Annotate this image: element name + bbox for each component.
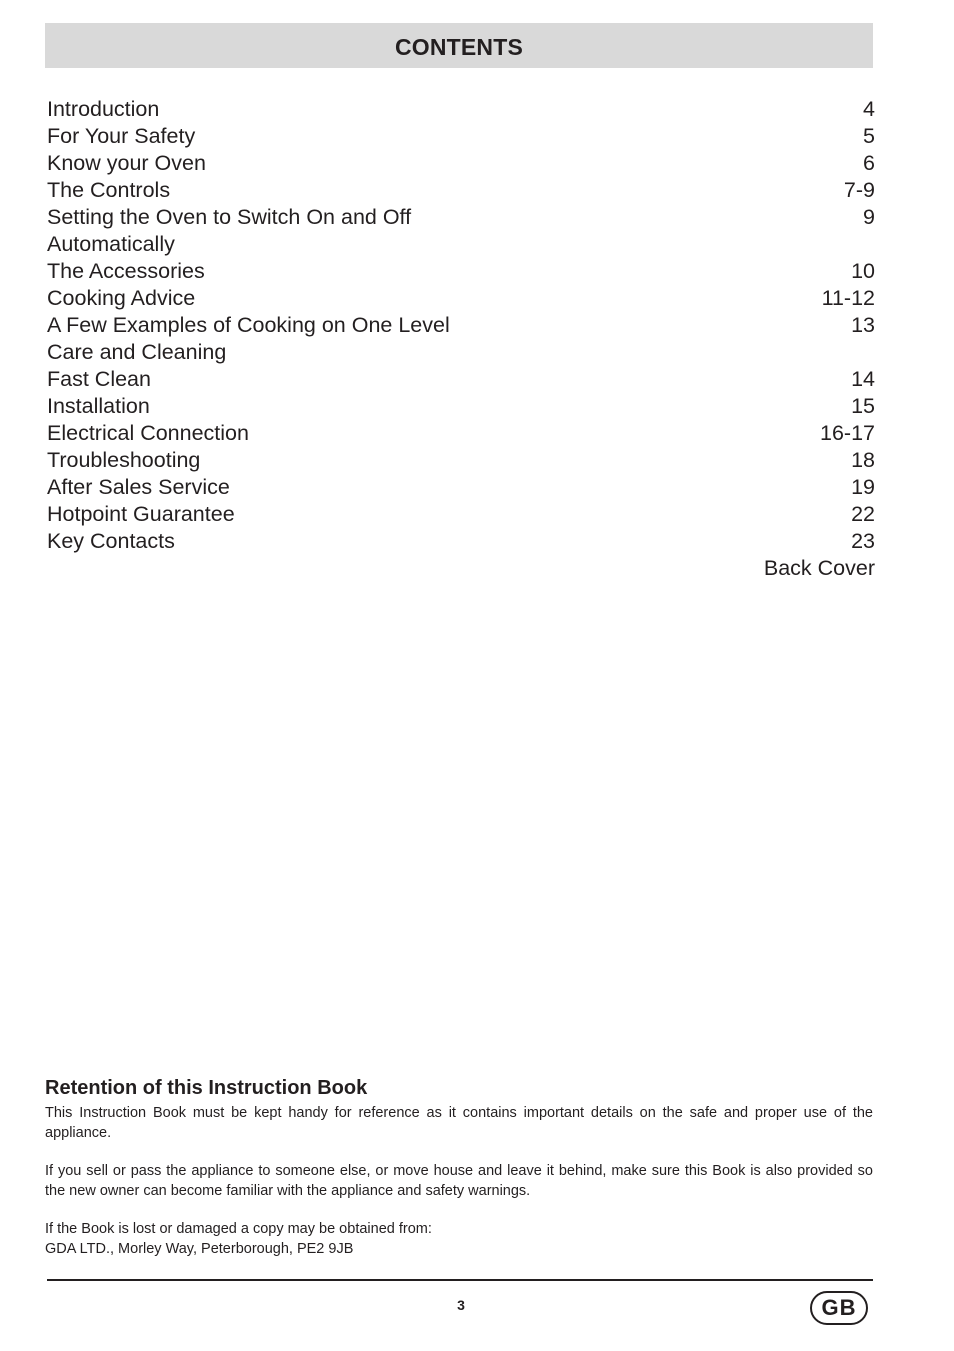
toc-entry-page: 18 xyxy=(851,448,875,472)
toc-entry-page: 16-17 xyxy=(820,421,875,445)
toc-entry xyxy=(47,366,875,393)
copy-source-address: GDA LTD., Morley Way, Peterborough, PE2 9JB xyxy=(45,1240,354,1257)
retention-paragraph: This Instruction Book must be kept handy for reference as it contains important details on the safe and proper use of the appliance. xyxy=(45,1105,873,1141)
toc-entry-label: Troubleshooting xyxy=(47,448,201,472)
toc-entry-label: The Accessories xyxy=(47,259,205,283)
toc-entry xyxy=(47,150,875,177)
toc-entry-page: 5 xyxy=(863,124,875,148)
toc-entry-page: 13 xyxy=(851,313,875,337)
toc-entry-label: After Sales Service xyxy=(47,475,230,499)
toc-entry-label: Cooking Advice xyxy=(47,286,196,310)
footer-divider xyxy=(47,1279,873,1281)
toc-entry xyxy=(47,501,875,528)
toc-entry xyxy=(47,420,875,447)
toc-entry-label: Hotpoint Guarantee xyxy=(47,502,235,526)
toc-entry xyxy=(47,528,875,555)
toc-entry-label: Fast Clean xyxy=(47,367,151,391)
toc-entry xyxy=(47,474,875,501)
toc-entry-label: Introduction xyxy=(47,97,160,121)
table-of-contents xyxy=(47,96,875,582)
toc-entry-label: Electrical Connection xyxy=(47,421,249,445)
toc-entry xyxy=(47,393,875,420)
toc-entry-label: Know your Oven xyxy=(47,151,206,175)
toc-entry xyxy=(47,231,875,258)
toc-entry-label: Automatically xyxy=(47,232,175,256)
toc-entry-page: 7-9 xyxy=(843,178,875,202)
toc-entry-page: 10 xyxy=(851,259,875,283)
page-title: CONTENTS xyxy=(394,34,524,60)
toc-entry-page: 19 xyxy=(851,475,875,499)
toc-entry-label: Installation xyxy=(47,394,150,418)
toc-entry xyxy=(47,123,875,150)
toc-entry xyxy=(47,555,875,582)
toc-entry-page: 6 xyxy=(863,151,875,175)
toc-entry-page: 14 xyxy=(851,367,875,391)
toc-entry-label: A Few Examples of Cooking on One Level xyxy=(47,313,450,337)
toc-entry xyxy=(47,96,875,123)
toc-entry-label: The Controls xyxy=(47,178,171,202)
toc-entry xyxy=(47,177,875,204)
toc-entry-page: 22 xyxy=(851,502,875,526)
toc-entry-page: 9 xyxy=(863,205,875,229)
page-number: 3 xyxy=(457,1297,465,1313)
toc-entry-page: 23 xyxy=(851,529,875,553)
retention-paragraph: If you sell or pass the appliance to someone else, or move house and leave it behind, make sure this Book is also provided so the new owner can become familiar with the appliance and safety warnings. xyxy=(45,1163,873,1199)
retention-section xyxy=(45,1075,873,1259)
toc-entry xyxy=(47,312,875,339)
toc-entry xyxy=(47,339,875,366)
toc-entry-page: 11-12 xyxy=(821,286,875,310)
toc-entry-label: Setting the Oven to Switch On and Off xyxy=(47,205,412,229)
toc-entry-page: Back Cover xyxy=(763,556,875,580)
toc-entry xyxy=(47,204,875,231)
toc-entry xyxy=(47,447,875,474)
toc-entry xyxy=(47,285,875,312)
toc-entry-page: 4 xyxy=(863,97,875,121)
retention-paragraph xyxy=(45,1220,873,1259)
toc-entry-page: 15 xyxy=(851,394,875,418)
country-badge: GB xyxy=(810,1291,868,1325)
toc-entry-label: For Your Safety xyxy=(47,124,196,148)
toc-entry xyxy=(47,258,875,285)
toc-entry-label: Care and Cleaning xyxy=(47,340,227,364)
contents-header-bar xyxy=(45,23,873,68)
toc-entry-label: Key Contacts xyxy=(47,529,175,553)
retention-heading: Retention of this Instruction Book xyxy=(45,1077,368,1099)
copy-source-line: If the Book is lost or damaged a copy may be obtained from: xyxy=(45,1221,432,1237)
